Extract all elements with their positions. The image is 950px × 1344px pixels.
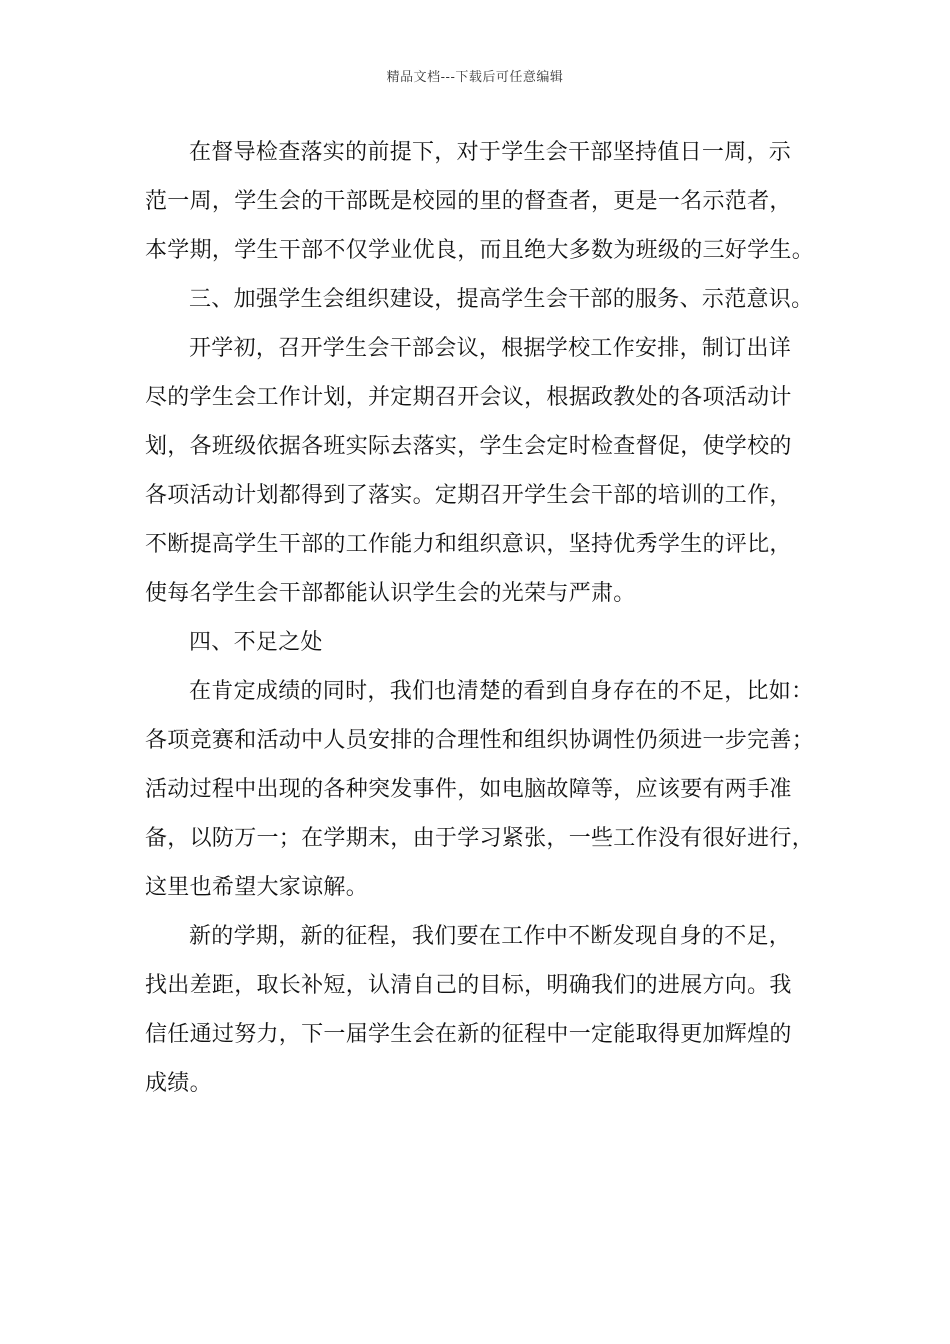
text-line: 在肯定成绩的同时，我们也清楚的看到自身存在的不足，比如： bbox=[189, 679, 814, 704]
section-heading: 三、加强学生会组织建设，提高学生会干部的服务、示范意识。 bbox=[189, 287, 814, 312]
page-header: 精品文档---下载后可任意编辑 bbox=[386, 70, 564, 85]
text-line: 成绩。 bbox=[145, 1071, 212, 1096]
text-line: 在督导检查落实的前提下，对于学生会干部坚持值日一周，示 bbox=[189, 140, 792, 165]
text-line: 信任通过努力，下一届学生会在新的征程中一定能取得更加辉煌的 bbox=[145, 1022, 792, 1047]
text-line: 新的学期，新的征程，我们要在工作中不断发现自身的不足， bbox=[189, 924, 792, 949]
text-line: 开学初，召开学生会干部会议，根据学校工作安排，制订出详 bbox=[189, 336, 792, 361]
text-line: 范一周，学生会的干部既是校园的里的督查者，更是一名示范者， bbox=[145, 189, 792, 214]
text-line: 划，各班级依据各班实际去落实，学生会定时检查督促，使学校的 bbox=[145, 434, 792, 459]
text-line: 这里也希望大家谅解。 bbox=[145, 875, 369, 900]
text-line: 尽的学生会工作计划，并定期召开会议，根据政教处的各项活动计 bbox=[145, 385, 792, 410]
text-line: 使每名学生会干部都能认识学生会的光荣与严肃。 bbox=[145, 581, 636, 606]
text-line: 各项活动计划都得到了落实。定期召开学生会干部的培训的工作， bbox=[145, 483, 792, 508]
section-heading: 四、不足之处 bbox=[189, 630, 323, 655]
text-line: 活动过程中出现的各种突发事件，如电脑故障等，应该要有两手准 bbox=[145, 777, 792, 802]
text-line: 备，以防万一；在学期末，由于学习紧张，一些工作没有很好进行， bbox=[145, 826, 815, 851]
text-line: 本学期，学生干部不仅学业优良，而且绝大多数为班级的三好学生。 bbox=[145, 238, 815, 263]
text-line: 找出差距，取长补短，认清自己的目标，明确我们的进展方向。我 bbox=[145, 973, 792, 998]
document-body bbox=[145, 128, 815, 1108]
text-line: 各项竞赛和活动中人员安排的合理性和组织协调性仍须进一步完善； bbox=[145, 728, 815, 753]
text-line: 不断提高学生干部的工作能力和组织意识，坚持优秀学生的评比， bbox=[145, 532, 792, 557]
